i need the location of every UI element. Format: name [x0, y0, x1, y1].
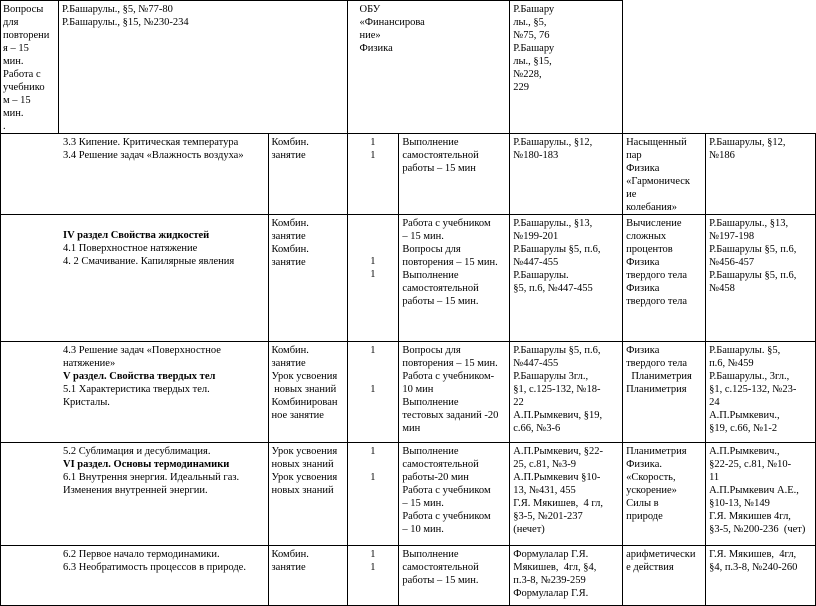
section-heading: IV раздел Свойства жидкостей: [63, 230, 210, 241]
student-work-cell: Выполнение самостоятельной работы-20 мин Работа с учебником – 15 мин. Работа с учебником – 10 мин.: [399, 443, 510, 546]
literature-cell: Р.Башарулы §5, п.6, №447-455 Р.Башарулы 3гл., §1, с.125-132, №18- 22 А.П.Рымкевич, §19, с.66, №3-6: [510, 342, 623, 443]
literature-cell: Р.Башарулы., §13, №199-201 Р.Башарулы §5, п.6, №447-455 Р.Башарулы. §5, п.6, №447-455: [510, 215, 623, 342]
hours-cell: 1 1: [347, 215, 399, 342]
section-heading: V раздел. Свойства твердых тел: [63, 371, 216, 382]
interdisciplinary-cell: Вычисление сложных процентов Физика твердого тела Физика твердого тела: [623, 215, 706, 342]
topic-cell: 3.3 Кипение. Критическая температура 3.4 Решение задач «Влажность воздуха»: [1, 134, 269, 215]
interdisciplinary-cell: Физика твердого тела Планиметрия Планиметрия: [623, 342, 706, 443]
literature-cell: А.П.Рымкевич, §22- 25, с.81, №3-9 А.П.Рымкевич §10- 13, №431, 455 Г.Я. Мякишев, 4 гл, §3-5, №201-237 (нечет): [510, 443, 623, 546]
lesson-type-cell: Комбин. занятие: [268, 134, 347, 215]
hours-cell: 1 1: [347, 443, 399, 546]
lesson-type-cell: Урок усвоения новых знаний Урок усвоения новых знаний: [268, 443, 347, 546]
interdisciplinary-cell: Насыщенный пар Физика «Гармоническ ие колебания»: [623, 134, 706, 215]
link-cell: ОБУ «Финансирова ние» Физика: [347, 1, 510, 134]
homework-cell: Г.Я. Мякишев, 4гл, §4, п.3-8, №240-260: [706, 546, 816, 606]
empty-cell: [623, 1, 816, 134]
table-row: [1, 215, 816, 342]
section-heading: VI раздел. Основы термодинамики: [63, 459, 230, 470]
student-work-cell: Работа с учебником – 15 мин. Вопросы для повторения – 15 мин. Выполнение самостоятельной работы – 15 мин.: [399, 215, 510, 342]
homework-cell: Р.Башарулы. §5, п.6, №459 Р.Башарулы., 3гл., §1, с.125-132, №23- 24 А.П.Рымкевич., §19, с.66, №1-2: [706, 342, 816, 443]
hours-cell: 1 1: [347, 342, 399, 443]
table-row: [1, 1, 816, 134]
literature-cell: Р.Башарулы., §5, №77-80 Р.Башарулы., §15, №230-234: [58, 1, 347, 134]
review-cell: Вопросы для повторени я – 15 мин. Работа с учебнико м – 15 мин. .: [1, 1, 59, 134]
hours-cell: 1 1: [347, 546, 399, 606]
table-row: [1, 546, 816, 606]
student-work-cell: Вопросы для повторения – 15 мин. Работа с учебником- 10 мин Выполнение тестовых заданий -20 мин: [399, 342, 510, 443]
table-row: [1, 443, 816, 546]
hours-cell: 1 1: [347, 134, 399, 215]
homework-cell: Р.Башарулы, §12, №186: [706, 134, 816, 215]
topic-cell: 5.2 Сублимация и десублимация. VI раздел. Основы термодинамики 6.1 Внутрення энергия. Идеальный газ. Изменения внутренней энергии.: [1, 443, 269, 546]
topic-cell: 4.3 Решение задач «Поверхностное натяжение» V раздел. Свойства твердых тел 5.1 Характеристика твердых тел. Кристалы.: [1, 342, 269, 443]
student-work-cell: Выполнение самостоятельной работы – 15 мин.: [399, 546, 510, 606]
topic-cell: 6.2 Первое начало термодинамики. 6.3 Необратимость процессов в природе.: [1, 546, 269, 606]
lesson-type-cell: Комбин. занятие Урок усвоения новых знаний Комбинирован ное занятие: [268, 342, 347, 443]
literature-cell: Р.Башарулы., §12, №180-183: [510, 134, 623, 215]
lesson-type-cell: Комбин. занятие: [268, 546, 347, 606]
lesson-type-cell: Комбин. занятие Комбин. занятие: [268, 215, 347, 342]
topic-cell: IV раздел Свойства жидкостей 4.1 Поверхностное натяжение 4. 2 Смачивание. Капилярные явления: [1, 215, 269, 342]
literature-cell: Формулалар Г.Я. Мякишев, 4гл, §4, п.3-8, №239-259 Формулалар Г.Я.: [510, 546, 623, 606]
table-row: [1, 134, 816, 215]
interdisciplinary-cell: арифметически е действия: [623, 546, 706, 606]
student-work-cell: Выполнение самостоятельной работы – 15 мин: [399, 134, 510, 215]
table-row: [1, 342, 816, 443]
homework-cell: Р.Башару лы., §5, №75, 76 Р.Башару лы., §15, №228, 229: [510, 1, 623, 134]
homework-cell: А.П.Рымкевич., §22-25, с.81, №10- 11 А.П.Рымкевич А.Е., §10-13, №149 Г.Я. Мякишев 4гл, §3-5, №200-236 (чет): [706, 443, 816, 546]
homework-cell: Р.Башарулы., §13, №197-198 Р.Башарулы §5, п.6, №456-457 Р.Башарулы §5, п.6, №458: [706, 215, 816, 342]
interdisciplinary-cell: Планиметрия Физика. «Скорость, ускорение» Силы в природе: [623, 443, 706, 546]
